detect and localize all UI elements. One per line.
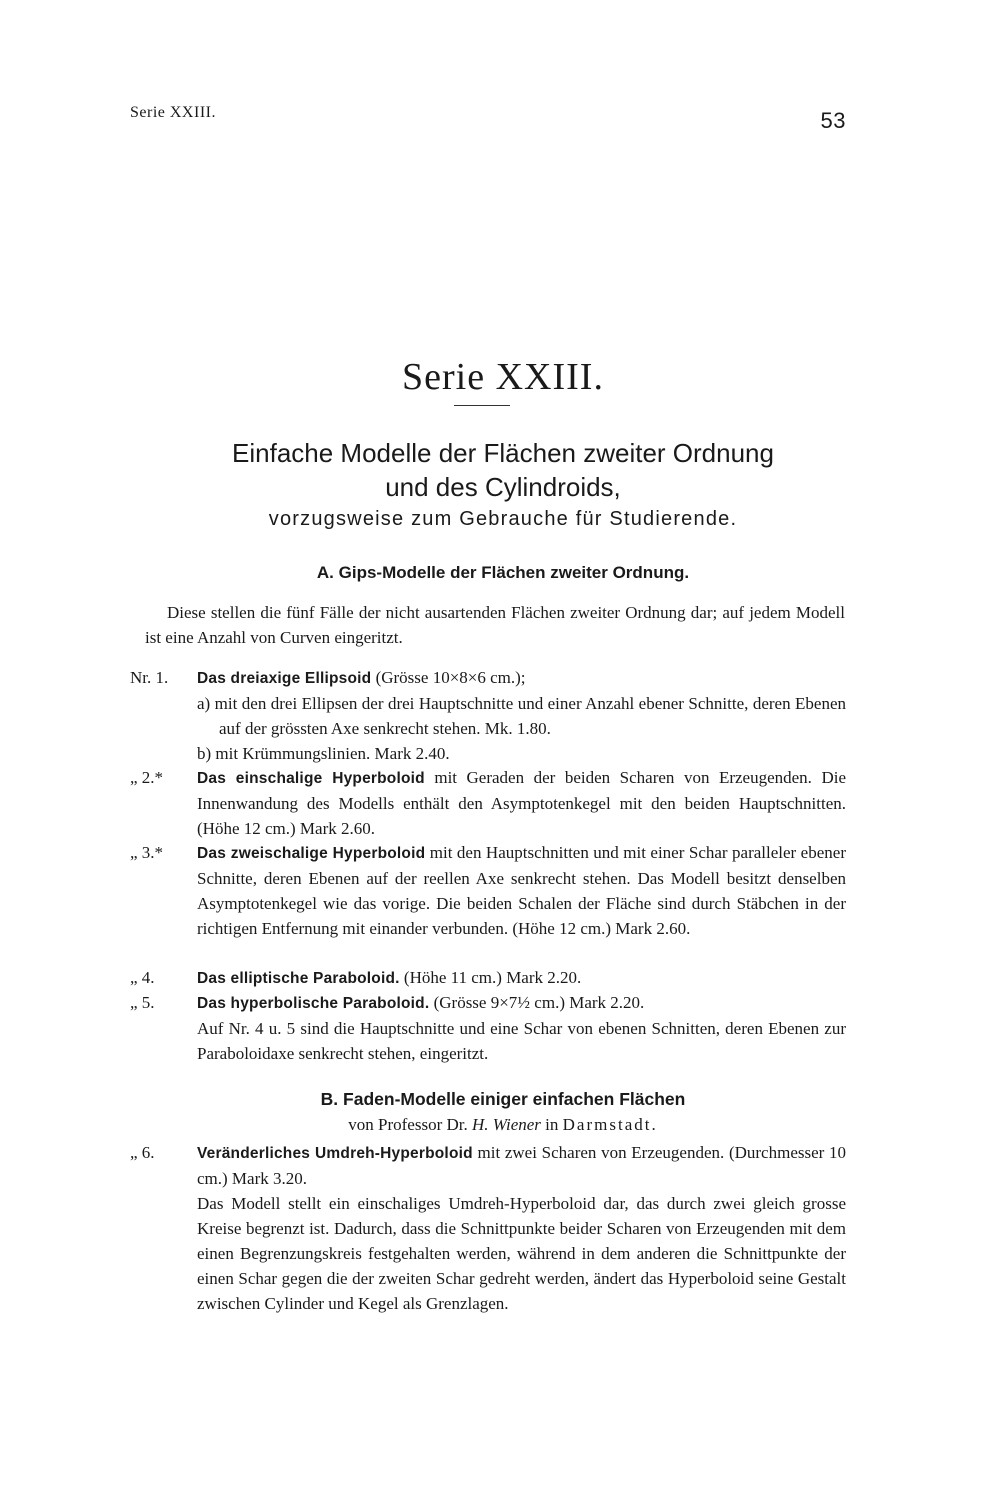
entry-number: Nr. 1. — [130, 668, 169, 687]
entry-3 — [130, 840, 846, 941]
entry-sub-b: b) mit Krümmungslinien. Mark 2.40. — [197, 744, 450, 763]
entry-name: Das dreiaxige Ellipsoid — [197, 670, 372, 687]
entry-name: Veränderliches Umdreh-Hyperboloid — [197, 1145, 473, 1162]
title-line-1: Einfache Modelle der Flächen zweiter Ordnung — [232, 438, 774, 468]
section-b-prefix: von Professor Dr. — [348, 1115, 472, 1134]
entry-name: Das elliptische Paraboloid. — [197, 970, 400, 987]
entry-number: „ 3.* — [130, 843, 164, 862]
entry-number: „ 2.* — [130, 768, 164, 787]
author-name: H. Wiener — [471, 1115, 541, 1134]
section-a-heading: A. Gips-Modelle der Flächen zweiter Ordnung. — [316, 563, 690, 582]
running-head — [130, 104, 846, 133]
entry-number: „ 5. — [130, 993, 155, 1012]
entry-5 — [130, 990, 846, 1066]
entry-text: (Grösse 9×7½ cm.) Mark 2.20. — [429, 993, 645, 1012]
section-b-heading: B. Faden-Modelle einiger einfachen Flächen — [320, 1089, 686, 1109]
main-title — [0, 436, 1006, 534]
entry-6 — [130, 1140, 846, 1316]
entry-2 — [130, 765, 846, 841]
title-line-3: vorzugsweise zum Gebrauche für Studierende. — [268, 508, 738, 530]
entry-number: „ 4. — [130, 968, 155, 987]
entry-text: (Höhe 11 cm.) Mark 2.20. — [399, 968, 582, 987]
title-divider — [454, 405, 510, 406]
entry-number: „ 6. — [130, 1143, 155, 1162]
entry-text: mit Geraden der beiden Scharen von Erzeugenden. Die Innenwandung des Modells enthält den Asymptotenkegel mit den beiden Hauptschnitten. (Höhe 12 cm.) Mark 2.60. — [197, 768, 846, 838]
entry-description: Das Modell stellt ein einschaliges Umdreh-Hyperboloid dar, das durch zwei gleich grosse Kreise begrenzt ist. Dadurch, dass die Schnittpunkte beider Scharen von Erzeugenden mit dem einen Begrenzungskreis festgehalten werden, während in dem anderen die Schnittpunkte der einen Schar gegen die der zweiten Schar gedreht werden, ändert das Hyperboloid seine Gestalt zwischen Cylinder und Kegel als Grenzlagen. — [197, 1194, 846, 1313]
title-line-2: und des Cylindroids, — [385, 472, 621, 502]
entry-4 — [130, 965, 846, 991]
entry-sub-a: a) mit den drei Ellipsen der drei Hauptschnitte und einer Anzahl ebener Schnitte, deren Ebenen auf der grössten Axe senkrecht stehen. Mk. 1.80. — [197, 694, 846, 738]
author-place: Darmstadt. — [562, 1115, 658, 1134]
entry-name: Das zweischalige Hyperboloid — [197, 845, 426, 862]
entry-name: Das hyperbolische Paraboloid. — [197, 995, 430, 1012]
page-number: 53 — [820, 108, 846, 133]
entry-text: mit zwei Scharen von Erzeugenden. (Durchmesser 10 cm.) Mark 3.20. — [197, 1143, 847, 1188]
entry-text: (Grösse 10×8×6 cm.); — [371, 668, 526, 687]
series-title: Serie XXIII. — [402, 356, 604, 398]
section-b-subtitle — [0, 1115, 1006, 1135]
entry-text: mit den Hauptschnitten und mit einer Schar paralleler ebener Schnitte, deren Ebenen auf der reellen Axe senkrecht stehen. Das Modell besitzt denselben Asymptotenkegel wie das vorige. Die beiden Schalen der Fläche sind durch Stäbchen in der richtigen Entfernung mit einander verbunden. (Höhe 12 cm.) Mark 2.60. — [197, 843, 846, 938]
entry-1 — [130, 665, 846, 766]
entry-note: Auf Nr. 4 u. 5 sind die Hauptschnitte und eine Schar von ebenen Schnitten, deren Ebenen zur Paraboloidaxe senkrecht stehen, eingeritzt. — [197, 1019, 846, 1063]
section-a-intro: Diese stellen die fünf Fälle der nicht ausartenden Flächen zweiter Ordnung dar; auf jedem Modell ist eine Anzahl von Curven eingeritzt. — [145, 603, 845, 647]
section-b-mid: in — [540, 1115, 563, 1134]
running-title: Serie XXIII. — [130, 104, 216, 121]
entry-name: Das einschalige Hyperboloid — [197, 770, 425, 787]
